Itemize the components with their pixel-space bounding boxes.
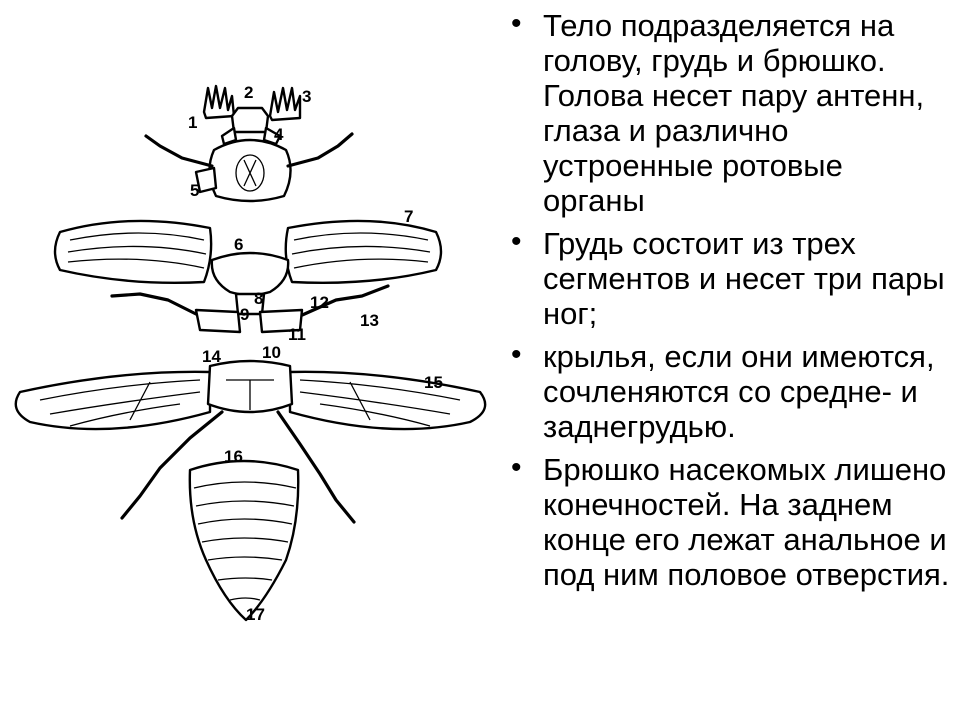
elytron-left [55, 221, 211, 283]
antenna-left [204, 86, 234, 118]
bullet-abdomen: • Брюшко насекомых лишено конечностей. На заднем конце его лежат анальное и под ним половое отверстия. [505, 452, 950, 592]
label-16: 16 [224, 447, 243, 466]
label-3: 3 [302, 87, 312, 106]
label-12: 12 [310, 293, 329, 312]
label-7: 7 [404, 207, 414, 226]
abdomen [190, 461, 298, 620]
label-11: 11 [288, 325, 306, 344]
pronotum [212, 253, 288, 295]
palp-right [288, 134, 352, 166]
clypeus [232, 108, 268, 132]
label-17: 17 [246, 605, 265, 624]
antenna-right [270, 88, 300, 120]
palp-left [146, 136, 212, 166]
label-10: 10 [262, 343, 281, 362]
hindwing-left [16, 372, 210, 429]
hindwing-right [290, 372, 485, 429]
label-5: 5 [190, 181, 200, 200]
label-9: 9 [240, 305, 250, 324]
label-1: 1 [188, 113, 198, 132]
bullet-thorax: • Грудь состоит из трех сегментов и несет три пары ног; [505, 226, 950, 331]
head [209, 140, 290, 201]
label-15: 15 [424, 373, 443, 392]
label-14: 14 [202, 347, 221, 366]
label-2: 2 [244, 83, 254, 102]
bullet-body-parts: • Тело подразделяется на голову, грудь и брюшко. Голова несет пару антенн, глаза и различно устроенные ротовые органы [505, 8, 950, 218]
bullet-wings: • крылья, если они имеются, сочленяются со средне- и заднегрудью. [505, 339, 950, 444]
label-13: 13 [360, 311, 379, 330]
bullet-list [505, 8, 950, 600]
label-4: 4 [274, 125, 284, 144]
label-8: 8 [254, 289, 264, 308]
label-6: 6 [234, 235, 244, 254]
femur-left [196, 310, 240, 332]
metathorax [208, 361, 292, 412]
elytron-right [286, 221, 441, 283]
